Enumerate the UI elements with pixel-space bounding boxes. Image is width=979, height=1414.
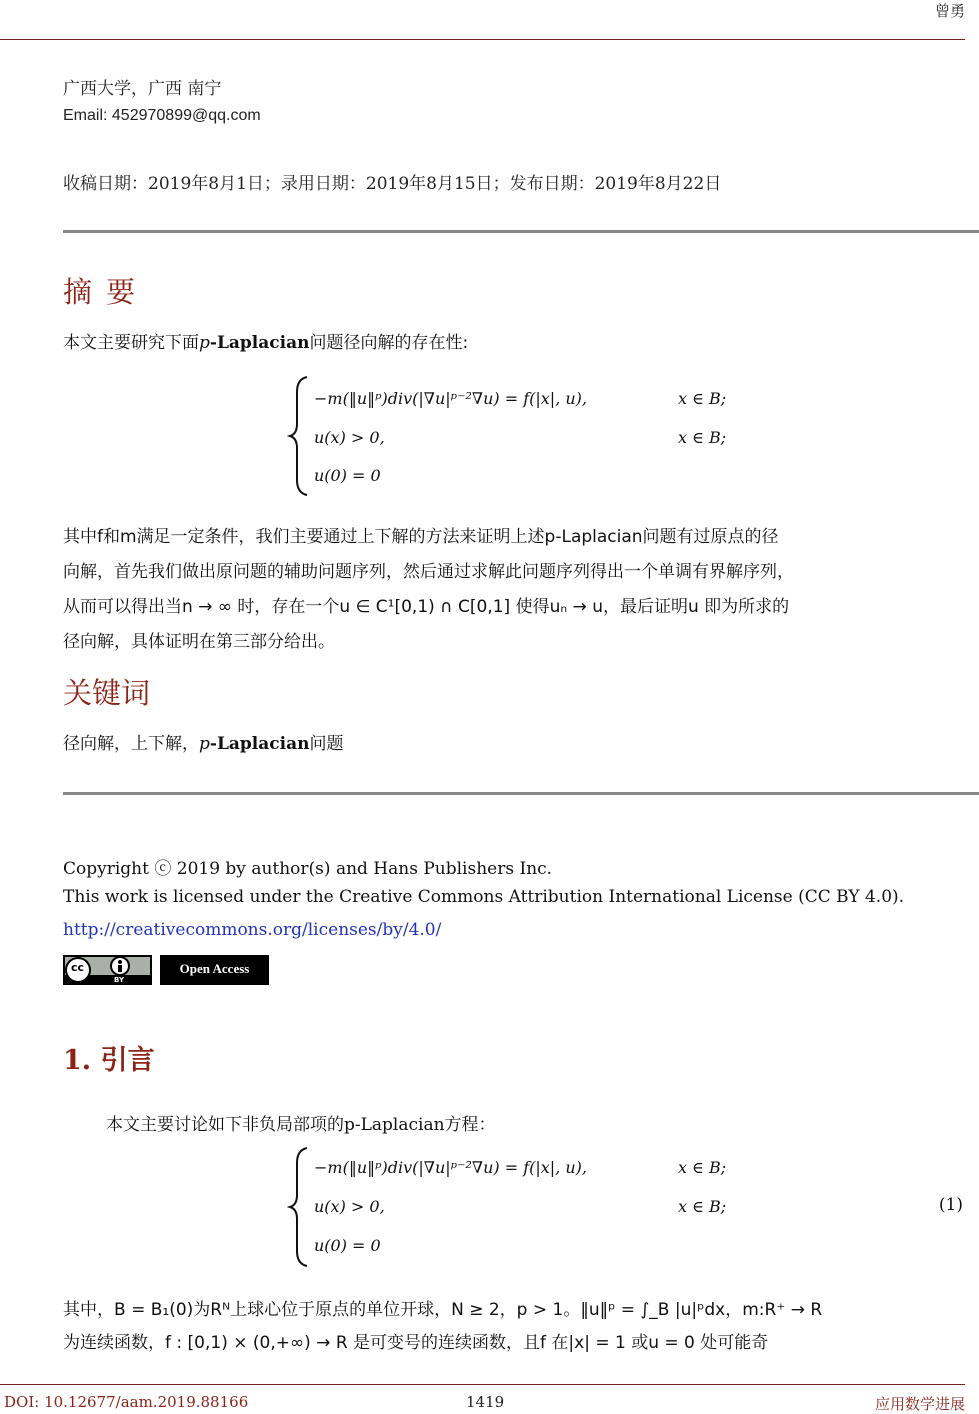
section1-system-brace (287, 1145, 317, 1270)
abstract-body-line2: 向解，首先我们做出原问题的辅助问题序列，然后通过求解此问题序列得出一个单调有界解序列， (63, 562, 794, 582)
equation-number: (1) (938, 1195, 963, 1215)
by-label: BY (114, 976, 125, 984)
publication-dates: 收稿日期：2019年8月1日；录用日期：2019年8月15日；发布日期：2019年8月22日 (63, 174, 722, 194)
abstract-eq-cond1: x ∈ B; (678, 389, 727, 408)
copyright-line: Copyright ⓒ 2019 by author(s) and Hans Publishers Inc. (63, 859, 553, 879)
section1-body-line2: 为连续函数，f : [0,1) × (0,+∞) → R 是可变号的连续函数，且f 在|x| = 1 或u = 0 处可能奇 (63, 1333, 769, 1353)
abstract-eq-line1: −m(‖u‖ᵖ)div(|∇u|ᵖ⁻²∇u) = f(|x|, u), (314, 389, 587, 408)
abstract-intro-post: 问题径向解的存在性: (309, 333, 469, 353)
abstract-body-line4: 径向解，具体证明在第三部分给出。 (63, 632, 335, 652)
abstract-eq-line3: u(0) = 0 (314, 466, 381, 485)
keywords-laplacian: -Laplacian (209, 734, 310, 754)
abstract-top-rule (63, 230, 979, 233)
abstract-eq-line2: u(x) > 0, (314, 428, 385, 447)
license-line: This work is licensed under the Creative Commons Attribution International License (CC BY 4.0). (63, 887, 905, 907)
abstract-title: 摘要 (63, 275, 150, 309)
keywords-p: p (199, 734, 210, 754)
footer-page-number: 1419 (466, 1393, 505, 1411)
section1-eq-cond1: x ∈ B; (678, 1158, 727, 1177)
abstract-intro-pre: 本文主要研究下面 (63, 333, 199, 353)
section1-body (63, 1294, 963, 1360)
keywords-bottom-rule (63, 792, 979, 795)
abstract-body-line1: 其中f和m满足一定条件，我们主要通过上下解的方法来证明上述p-Laplacian问题有过原点的径 (63, 527, 779, 547)
section1-intro: 本文主要讨论如下非负局部项的p-Laplacian方程： (106, 1115, 496, 1135)
keywords-text (63, 729, 343, 754)
section1-eq-line1: −m(‖u‖ᵖ)div(|∇u|ᵖ⁻²∇u) = f(|x|, u), (314, 1158, 587, 1177)
license-url-link[interactable]: http://creativecommons.org/licenses/by/4.0/ (63, 920, 442, 940)
section1-eq-line3: u(0) = 0 (314, 1236, 381, 1255)
section1-body-line1: 其中，B = B₁(0)为Rᴺ上球心位于原点的单位开球，N ≥ 2，p > 1。‖u‖ᵖ = ∫_B |u|ᵖdx，m:R⁺ → R (63, 1300, 823, 1320)
abstract-intro (63, 328, 468, 353)
section1-eq-line2: u(x) > 0, (314, 1197, 385, 1216)
affiliation: 广西大学，广西 南宁 (63, 79, 222, 99)
keywords-title: 关键词 (63, 676, 151, 710)
footer-doi[interactable]: DOI: 10.12677/aam.2019.88166 (4, 1393, 249, 1411)
abstract-system-brace (287, 374, 317, 499)
email: Email: 452970899@qq.com (63, 107, 261, 124)
keywords-post: 问题 (309, 734, 344, 754)
abstract-intro-laplacian: -Laplacian (209, 333, 310, 353)
open-access-badge[interactable]: Open Access (160, 955, 269, 985)
header-rule (0, 39, 965, 40)
abstract-body-line3: 从而可以得出当n → ∞ 时，存在一个u ∈ C¹[0,1) ∩ C[0,1] 使得uₙ → u，最后证明u 即为所求的 (63, 597, 790, 617)
abstract-intro-p: p (199, 333, 210, 353)
section1-title: 1. 引言 (63, 1045, 155, 1076)
section1-eq-cond2: x ∈ B; (678, 1197, 727, 1216)
abstract-body (63, 520, 963, 660)
footer-rule (0, 1384, 965, 1385)
abstract-eq-cond2: x ∈ B; (678, 428, 727, 447)
cc-by-badge[interactable] (63, 955, 152, 985)
header-author: 曾勇 (934, 2, 965, 20)
footer-journal: 应用数学进展 (874, 1395, 965, 1413)
cc-label: cc (71, 961, 85, 974)
keywords-pre: 径向解，上下解， (63, 734, 199, 754)
